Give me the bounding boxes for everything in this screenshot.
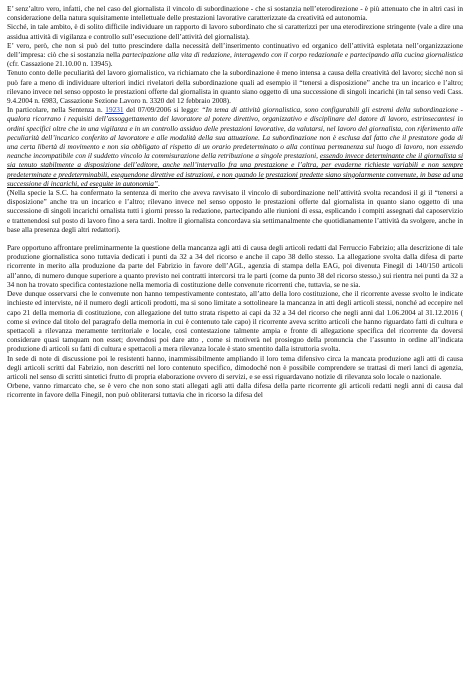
paragraph-defendants-contestation [7,289,463,353]
paragraph-organizational-insertion [7,41,463,69]
paragraph-spacer [7,234,463,243]
underlined-ruling: essendo invece determinante che il giornalista si sia tenuto stabilmente a disposizione dell’editore, anche nell’intervallo fra una prestazione e l’altra, per evaderne richieste variabili e non sempre predeterminate e predeterminabili, eseguendone direttive ed istruzioni, e non quando le prestazioni predette siano singolarmente convenute, in base ad una successione di incarichi, ed eseguite in autonomia” [7,151,463,188]
paragraph-discussion-notes [7,354,463,382]
paragraph-missing-articles [7,243,463,289]
paragraph-text: Sicché, in tale ambito, è di solito difficile individuare un rapporto di lavoro subordinato che si caratterizzi per una eterodirezione stringente (vale a dire una assidua attività di vigilanza e controllo sull’esecuzione dell’attività del giornalista). [7,22,463,41]
paragraph-text: (Nella specie la S.C. ha confermato la sentenza di merito che aveva ravvisato il vincolo di subordinazione nell’attività svolta recandosi il gi il “tenersi a disposizione” anche tra un incarico e l’altro; rilevano invece nel senso opposto le prestazioni offerte dal giornalista in quanto siano oggetto di una successione di singoli incarichi ornalista tutti i giorni presso la redazione, partecipando alle riunioni di essa, esplicando i compiti assegnati dal caposervizio e trattenendosi sul posto di lavoro fino a sera tardi. Inoltre il giornalista concordava sia settimanalmente che quotidianamente l’attività da svolgere, anche in base alla presenza degli altri redattori). [7,188,463,234]
paragraph-text: In particolare, nella Sentenza n. [7,105,106,115]
paragraph-text: (cfr. Cassazione 21.10.00 n. 13945). [7,59,113,69]
paragraph-text: In sede di note di discussione poi le resistenti hanno, inammissibilmente ampliando il loro tema difensivo circa la mancata produzione agli atti di causa degli articoli scritti dal Fabrizio, non descritti nel loro contenuto specifico, dimodoché non è possibile comprendere se trattasi di meri lanci di agenzia, articoli nel senso di scritti sintetici frutto di propria elaborazione ovvero di servizi, e se essi riguardavano notizie di rilevanza solo locale o nazionale. [7,353,463,381]
paragraph-case-note [7,188,463,234]
paragraph-sentence-quote [7,105,463,188]
paragraph-hetero-direction [7,22,463,40]
document-page [7,0,463,400]
paragraph-conclusion-start [7,381,463,399]
paragraph-text: E’ vero, però, che non si può del tutto prescindere dalla necessità dell’inserimento continuativo ed organico dell’attività espletata nell’organizzazione dell’impresa: ciò che si sostanzia nella [7,40,463,60]
paragraph-text: Orbene, vanno rimarcato che, se è vero che non sono stati allegati agli atti dalla difesa della parte ricorrente gli articoli redatti negli anni di causa dal ricorrente in favore della Finegil, non può obliterarsi tuttavia che in ricorso la difesa del [7,381,463,400]
paragraph-text: del 07/09/2006 si legge: [123,105,202,115]
emphasis-text: partecipazione alla vita di redazione, interagendo con il corpo redazionale e partecipando alla cucina giornalistica [122,50,464,60]
paragraph-text: Pare opportuno affrontare preliminarmente la questione della mancanza agli atti di causa degli articoli redatti dal Ferruccio Fabrizio; alla descrizione di tale produzione giornalistica sono tuttavia dedicati i punti da 32 a 34 del ricorso e anche il capo 38 dello stesso. La allegazione svolta dalla difesa di parte ricorrente in merito alla produzione da parte del Fabrizio in favore dell’AGL, agenzia di stampa della EAG, poi divenuta Finegil di 140/150 articoli all’anno, di numero dunque superiore a quanto previsto nei contratti intercorsi tra le parti (come da punto 38 del ricorso stesso,) sui rientra nei punti da 32 a 34 non ha trovato specifica contestazione nella memoria di costituzione delle convenute ricorrenti che, tuttavia, se ne sia. [7,243,463,289]
paragraph-journalistic-peculiarities [7,68,463,105]
paragraph-subordination-attenuated [7,4,463,22]
sentence-number-link[interactable]: 19231 [105,105,124,115]
paragraph-text: . [157,178,160,188]
paragraph-text: Tenuto conto delle peculiarità del lavoro giornalistico, va richiamato che la subordinazione è meno intensa a causa della creatività del lavoro; sicché non si può fare a meno di individuare ulteriori indici rivelatori della subordinazione quali ad esempio il “tenersi a disposizione” anche tra un incarico e l’altro; rilevano invece nel senso opposto le prestazioni offerte dal giornalista in quanto siano oggetto di una successione di singoli incarichi (in tal senso vedi Cass. 9.4.2004 n. 6983, Cassazione Sezione Lavoro n. 3320 del 12 febbraio 2008). [7,68,463,106]
paragraph-text: E’ senz’altro vero, infatti, che nel caso del giornalista il vincolo di subordinazione - che si sostanzia nell’eterodirezione - è più attenuato che in altri casi in considerazione della natura squisitamente intellettuale delle prestazioni lavorative caratterizzate da creatività ed autonomia. [7,4,463,23]
quoted-ruling: “In tema di attività giornalistica, sono configurabili gli estremi della subordinazione - qualora ricorrano i requisiti dell’assoggettamento del lavoratore al potere direttivo, organizzativo e disciplinare del datore di lavoro, estrinsecantesi in ordini specifici oltre che in una vigilanza e in un controllo assiduo delle prestazioni lavorative, da valutarsi, nel lavoro del giornalista, con riferimento alle peculiarità dell’incarico conferito al lavoratore e alle modalità della sua attuazione. La subordinazione non è esclusa dal fatto che il prestatore goda di una certa libertà di movimento e non sia obbligato al rispetto di un orario predeterminato o alla continua permanenza sul luogo di lavoro, non essendo neanche incompatibile con il suddetto vincolo la commisurazione della retribuzione a singole prestazioni, [7,105,463,161]
paragraph-text: Deve dunque osservarsi che le convenute non hanno tempestivamente contestato, all’atto della loro costituzione, che il ricorrente avesse svolto le indicate inchieste ed interviste, né il numero degli articoli prodotti, ma si sono limitate a sottolineare la mancanza in atti degli articoli stessi, nonché ad eccepire nel capo 21 della memoria di costituzione, con allegazione del tutto strata rispetto ai capi da 32 a 34 del ricorso che negli anni dal 1.06.2004 al 31.12.2016 ( come si evince dal titolo del paragrafo della memoria in cui è contenuto tale capo) il ricorrente aveva scritto articoli che hanno riguardato fatti di cultura e spettacoli a rilevanza meramente territoriale e locale, così contestazione talmente ampia e fronte di allegazione specifica del ricorrente da doversi considerare quasi tamquam non esset; dovendosi poi dare atto , come si motiverà nel prosieguo della pronuncia che l’assunto in ordine all’indicata produzione di articoli su fatti di cultura e spettacoli a mera rilevanza locale è stato smentito dalla istruttoria svolta. [7,289,463,354]
